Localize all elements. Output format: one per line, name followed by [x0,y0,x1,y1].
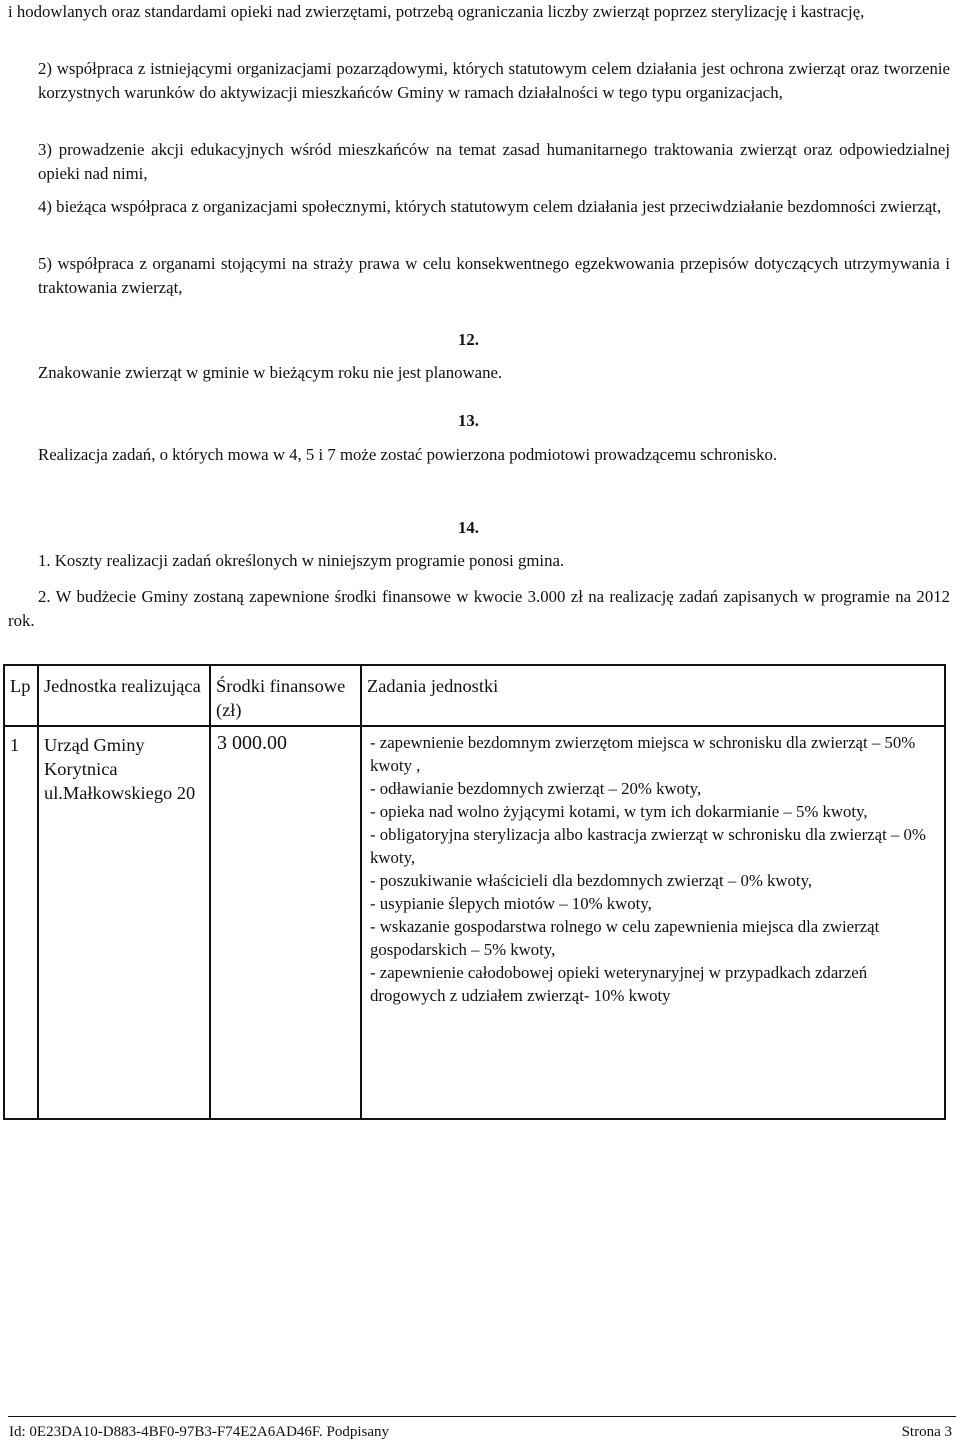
header-tasks: Zadania jednostki [361,665,945,726]
section-12-text: Znakowanie zwierząt w gminie w bieżącym roku nie jest planowane. [38,363,503,382]
task-item: - poszukiwanie właścicieli dla bezdomnych zwierząt – 0% kwoty, [370,871,813,890]
task-item: - obligatoryjna sterylizacja albo kastracja zwierząt w schronisku dla zwierząt – 0% kwoty, [370,825,926,867]
header-lp: Lp [4,665,38,726]
task-item: - wskazanie gospodarstwa rolnego w celu zapewnienia miejsca dla zwierząt gospodarskich – 5% kwoty, [370,917,880,959]
cell-tasks [361,726,945,1119]
footer-page-number: Strona 3 [901,1424,952,1440]
footer-divider [8,1416,956,1417]
header-unit: Jednostka realizująca [38,665,210,726]
header-funds: Środki finansowe (zł) [210,665,361,726]
table-header-row [4,665,945,726]
task-item: - zapewnienie całodobowej opieki weterynaryjnej w przypadkach zdarzeń drogowych z udziałem zwierząt- 10% kwoty [370,963,868,1005]
table-row [4,726,945,1119]
section-number-14: 14. [458,518,479,537]
task-item: - odławianie bezdomnych zwierząt – 20% kwoty, [370,779,702,798]
task-item: - zapewnienie bezdomnym zwierzętom miejsca w schronisku dla zwierząt – 50% kwoty , [370,733,916,775]
footer-document-id: Id: 0E23DA10-D883-4BF0-97B3-F74E2A6AD46F. Podpisany [9,1424,390,1440]
section-number-13: 13. [458,411,479,430]
task-item: - usypianie ślepych miotów – 10% kwoty, [370,894,652,913]
list-item-2: 2) współpraca z istniejącymi organizacjami pozarządowymi, których statutowym celem działania jest ochrona zwierząt oraz tworzenie korzystnych warunków do aktywizacji mieszkańców Gminy w ramach działalności w tego typu organizacjach, [38,59,950,102]
section-14-item-1: 1. Koszty realizacji zadań określonych w niniejszym programie ponosi gmina. [38,551,565,570]
task-item: - opieka nad wolno żyjącymi kotami, w tym ich dokarmianie – 5% kwoty, [370,802,868,821]
list-item-4: 4) bieżąca współpraca z organizacjami społecznymi, których statutowym celem działania jest przeciwdziałanie bezdomności zwierząt, [38,197,942,216]
cell-lp: 1 [4,726,38,1119]
section-number-12: 12. [458,330,479,349]
list-item-5: 5) współpraca z organami stojącymi na straży prawa w celu konsekwentnego egzekwowania przepisów dotyczących utrzymywania i traktowania zwierząt, [38,254,950,297]
budget-table [3,664,946,1120]
section-14-item-2: 2. W budżecie Gminy zostaną zapewnione środki finansowe w kwocie 3.000 zł na realizację zadań zapisanych w programie na 2012 rok. [8,587,950,630]
section-13-text: Realizacja zadań, o których mowa w 4, 5 i 7 może zostać powierzona podmiotowi prowadzącemu schronisko. [38,445,778,464]
list-item-continuation: i hodowlanych oraz standardami opieki nad zwierzętami, potrzebą ograniczania liczby zwierząt poprzez sterylizację i kastrację, [8,2,865,21]
list-item-3: 3) prowadzenie akcji edukacyjnych wśród mieszkańców na temat zasad humanitarnego traktowania zwierząt oraz odpowiedzialnej opieki nad nimi, [38,140,950,183]
cell-unit: Urząd Gminy Korytnica ul.Małkowskiego 20 [38,726,210,1119]
cell-amount: 3 000.00 [210,726,361,1119]
